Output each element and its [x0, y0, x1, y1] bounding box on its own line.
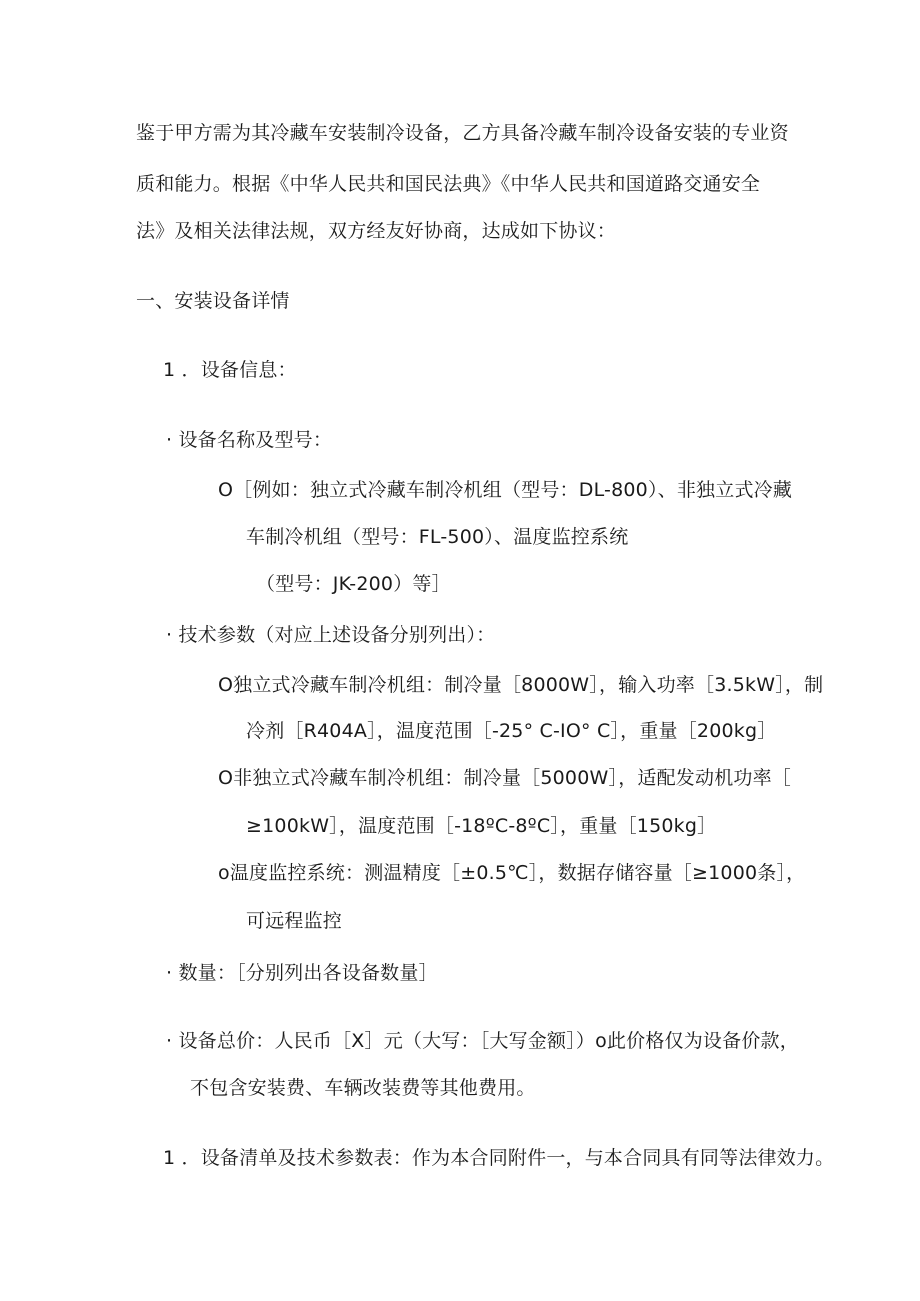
numbered-item-equipment-list: 1 ．设备清单及技术参数表：作为本合同附件一，与本合同具有同等法律效力。	[163, 1147, 835, 1169]
param-temperature-monitor-line-1: o温度监控系统：测温精度［±0.5℃］，数据存储容量［≥1000条］，	[218, 862, 806, 884]
numbered-item-equipment-info: 1 ．设备信息：	[163, 359, 297, 381]
equipment-example-line-3: （型号：JK-200）等］	[256, 573, 451, 595]
param-standalone-unit-line-1: O独立式冷藏车制冷机组：制冷量［8000W］，输入功率［3.5kW］，制	[218, 674, 824, 696]
intro-paragraph-line-1: 鉴于甲方需为其冷藏车安装制冷设备，乙方具备冷藏车制冷设备安装的专业资	[136, 122, 789, 144]
bullet-equipment-name: · 设备名称及型号：	[166, 429, 333, 451]
param-standalone-unit-line-2: 冷剂［R404A］，温度范围［-25° C-IO° C］，重量［200kg］	[246, 720, 777, 742]
bullet-total-price-line-2: 不包含安装费、车辆改装费等其他费用。	[190, 1077, 536, 1099]
bullet-quantity: · 数量：［分别列出各设备数量］	[166, 962, 438, 984]
param-engine-driven-unit-line-1: O非独立式冷藏车制冷机组：制冷量［5000W］，适配发动机功率［	[218, 767, 791, 789]
bullet-technical-parameters: · 技术参数（对应上述设备分别列出）：	[166, 624, 496, 646]
equipment-example-line-1: O［例如：独立式冷藏车制冷机组（型号：DL-800）、非独立式冷藏	[218, 479, 793, 501]
param-temperature-monitor-line-2: 可远程监控	[246, 910, 343, 932]
intro-paragraph-line-2: 质和能力。根据《中华人民共和国民法典》《中华人民共和国道路交通安全	[136, 173, 761, 195]
bullet-total-price-line-1: · 设备总价：人民币［X］元（大写：［大写金额］）o此价格仅为设备价款，	[166, 1030, 799, 1052]
param-engine-driven-unit-line-2: ≥100kW］，温度范围［-18ºC-8ºC］，重量［150kg］	[246, 815, 717, 837]
section-heading: 一、安装设备详情	[136, 290, 290, 312]
intro-paragraph-line-3: 法》及相关法律法规，双方经友好协商，达成如下协议：	[136, 220, 617, 242]
equipment-example-line-2: 车制冷机组（型号：FL-500）、温度监控系统	[246, 526, 629, 548]
